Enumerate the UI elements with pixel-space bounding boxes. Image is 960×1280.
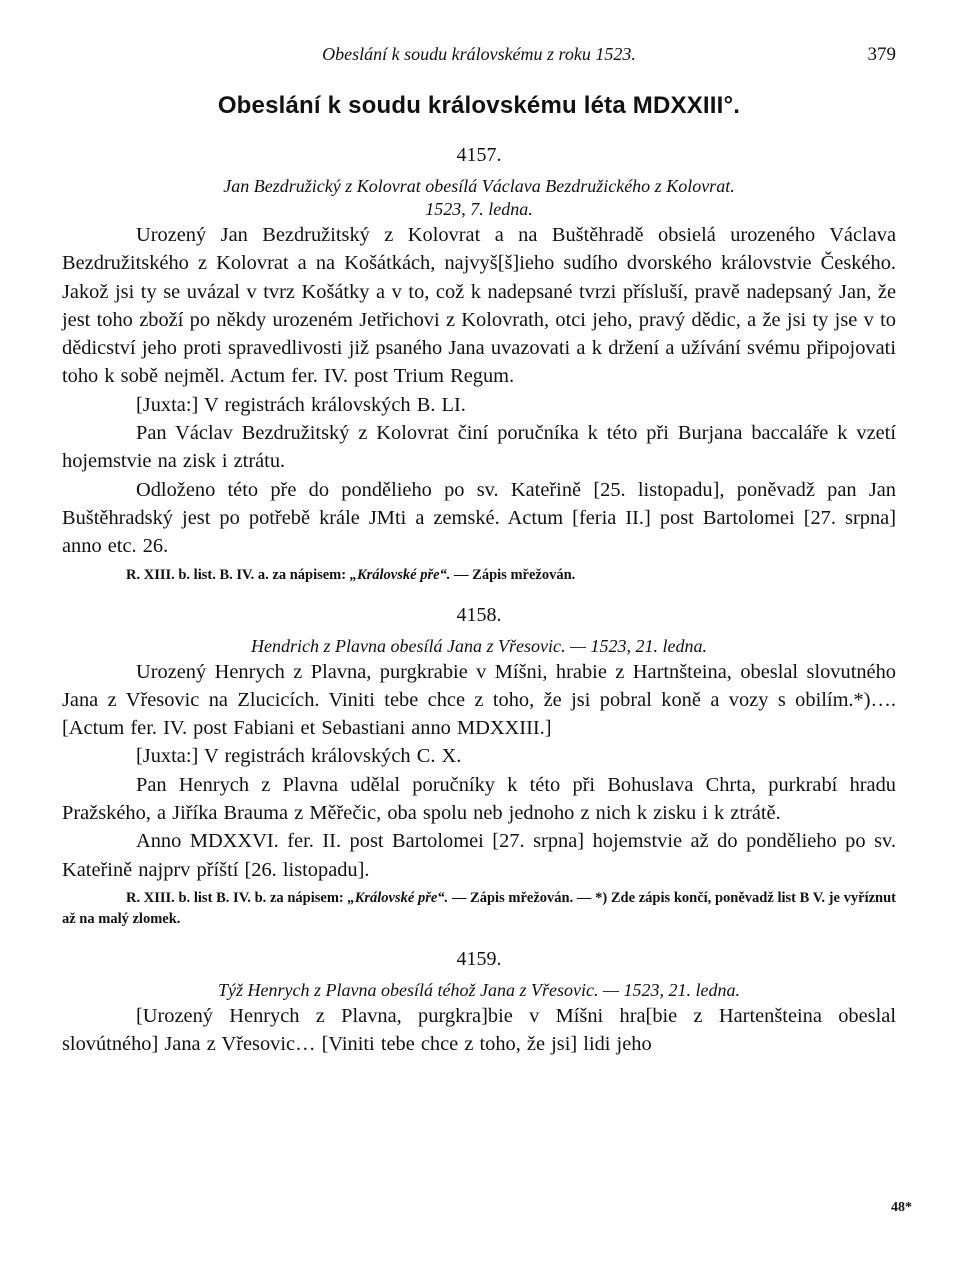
note-italic: „Královské pře“. bbox=[349, 566, 451, 583]
entry-paragraph: [Juxta:] V registrách královských C. X. bbox=[136, 745, 462, 768]
entry-heading bbox=[62, 635, 896, 658]
note-text: — Zápis mřežován. bbox=[450, 566, 576, 583]
source-note bbox=[62, 565, 896, 586]
entry-paragraph: Pan Henrych z Plavna udělal poručníky k této při Bohuslava Chrta, purkrabí hradu Pražského, a Jiříka Brauma z Měřečic, oba spolu neb jednoho z nich k zisku i k ztrátě. bbox=[62, 773, 896, 825]
note-text: R. XIII. b. list B. IV. b. za nápisem: bbox=[126, 889, 348, 906]
entry-number: 4159. bbox=[456, 947, 502, 970]
entry-paragraph: Anno MDXXVI. fer. II. post Bartolomei [27. srpna] hojemstvie až do pondělieho po sv. Kateřině najprv příští [26. listopadu]. bbox=[62, 830, 896, 881]
entry-heading bbox=[62, 175, 896, 221]
entry-paragraph: Urozený Jan Bezdružitský z Kolovrat a na Buštěhradě obsielá urozeného Václava Bezdružitského z Kolovrat a na Košátkách, najvyš[š]ieho sudího dvorského královstvie Českého. Jakož jsi ty se uvázal v tvrz Košátky a v to, což k nadepsané tvrzi přísluší, pravě nadepsaný Jan, že jest toho zboží po někdy urozeném Jetřichovi z Kolovrath, otci jeho, pravý dědic, a že jsi ty jse v to dědicství jeho proti spravedlivosti již psaného Jana uvazovati a k držení a užívání svému připojovati toho k sobě nejměl. Actum fer. IV. post Trium Regum. bbox=[62, 224, 896, 388]
entry-paragraph: Odloženo této pře do pondělieho po sv. Kateřině [25. listopadu], poněvadž pan Jan Buštěhradský jest po potřebě krále JMti a zemské. Actum [feria II.] post Bartolomei [27. srpna] anno etc. 26. bbox=[62, 478, 896, 558]
source-note bbox=[62, 888, 896, 930]
running-head bbox=[62, 44, 896, 70]
note-italic: „Královské pře“. bbox=[347, 889, 449, 906]
entry-date: 1523, 7. ledna. bbox=[425, 199, 533, 219]
entry-heading-line: Týž Henrych z Plavna obesílá téhož Jana z Vřesovic. — 1523, 21. ledna. bbox=[218, 979, 740, 1000]
main-title: Obeslání k soudu královskému léta MDXXIII°. bbox=[217, 92, 741, 119]
document-page bbox=[62, 44, 896, 1059]
running-head-title: Obeslání k soudu královskému z roku 1523. bbox=[322, 44, 636, 64]
entry-paragraph: Urozený Henrych z Plavna, purgkrabie v Míšni, hrabie z Hartnšteina, obeslal slovutného Jana z Vřesovic na Zlucicích. Viniti tebe chce z toho, že jsi pobral koně a vozy s obilím.*)…. [Actum fer. IV. post Fabiani et Sebastiani anno MDXXIII.] bbox=[62, 660, 896, 740]
note-text: — Zápis mřežován. — *) Zde zápis končí, poněvadž list B V. je vyříznut až na malý zlomek. bbox=[62, 889, 896, 927]
entry-paragraph: Pan Václav Bezdružitský z Kolovrat činí poručníka k této při Burjana baccaláře k vzetí hojemstvie na zisk i ztrátu. bbox=[62, 422, 896, 473]
entry-paragraph: [Juxta:] V registrách královských B. LI. bbox=[136, 393, 466, 416]
printer-signature: 48* bbox=[891, 1200, 912, 1215]
note-text: R. XIII. b. list. B. IV. a. za nápisem: bbox=[126, 566, 350, 583]
entry-heading-line: Hendrich z Plavna obesílá Jana z Vřesovic. — 1523, 21. ledna. bbox=[251, 635, 707, 656]
entry-paragraph: [Urozený Henrych z Plavna, purgkra]bie v Míšni hra[bie z Hartenšteina obeslal slovútného] Jana z Vřesovic… [Viniti tebe chce z toho, že jsi] lidi jeho bbox=[62, 1004, 896, 1056]
entry-number: 4158. bbox=[456, 603, 502, 626]
entry-heading-line: Jan Bezdružický z Kolovrat obesílá Václava Bezdružického z Kolovrat. bbox=[223, 176, 735, 196]
page-number: 379 bbox=[867, 44, 896, 65]
entry-heading bbox=[62, 979, 896, 1002]
entry-number: 4157. bbox=[456, 144, 502, 166]
